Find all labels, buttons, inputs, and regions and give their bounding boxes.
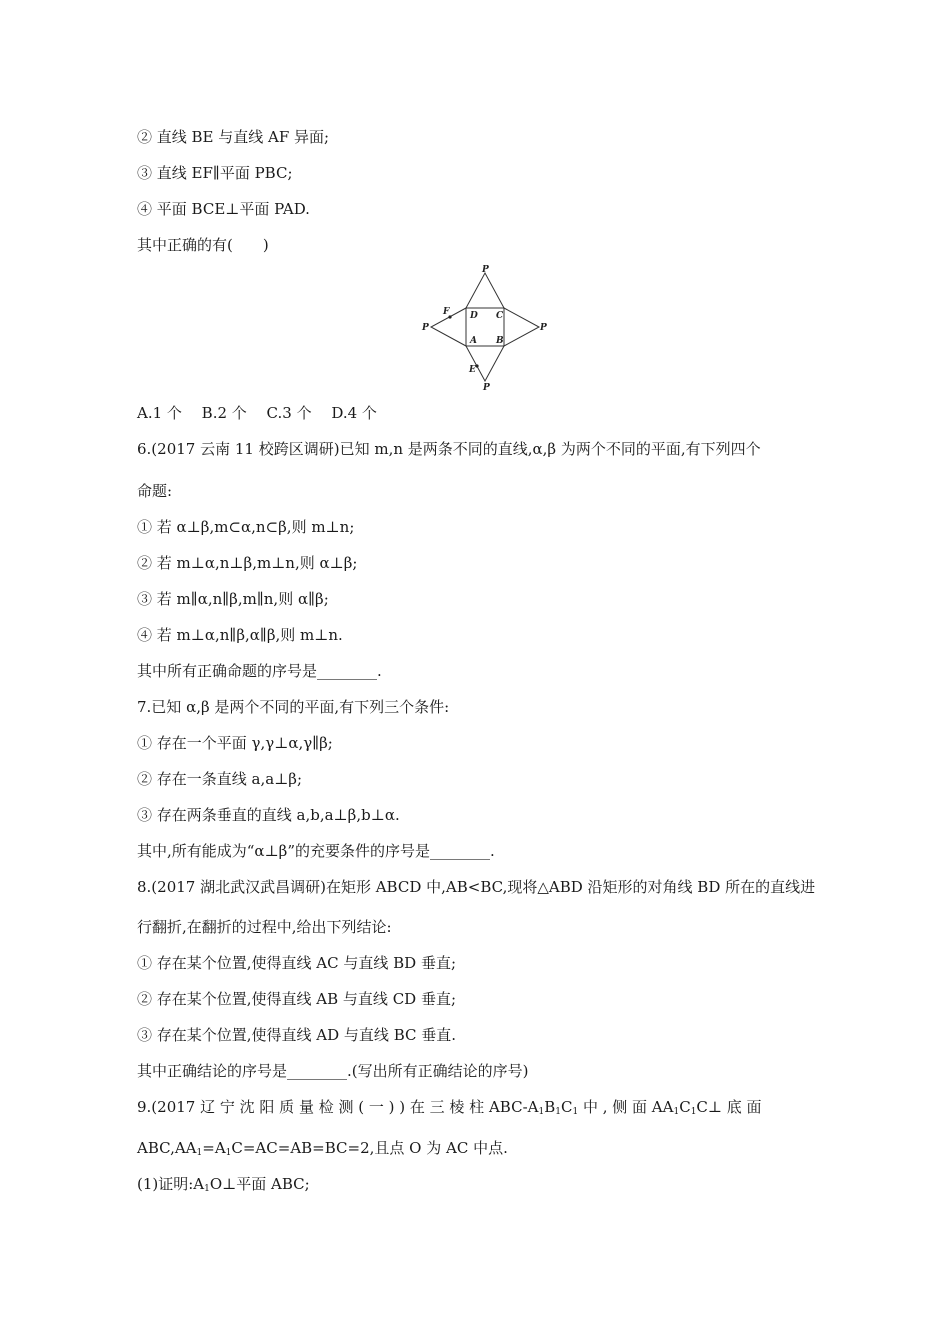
- q5-item-3: ③ 直线 EF∥平面 PBC;: [137, 164, 293, 182]
- q9-stem-line1: 9.(2017 辽 宁 沈 阳 质 量 检 测 ( 一 ) ) 在 三 棱 柱 ABC-$A_1B_1C_1$ 中 , 侧 面 $AA_1C_1C\perp$ 底 面: [137, 1098, 762, 1117]
- q6-item-4: ④ 若 m⊥α,n∥β,α∥β,则 m⊥n.: [137, 626, 343, 644]
- q6-item-3: ③ 若 m∥α,n∥β,m∥n,则 α∥β;: [137, 590, 329, 608]
- pyramid-net-figure: [420, 262, 550, 392]
- q5-item-2: ② 直线 BE 与直线 AF 异面;: [137, 128, 330, 146]
- q7-stem: 7.已知 α,β 是两个不同的平面,有下列三个条件:: [137, 698, 450, 716]
- q7-item-2: ② 存在一条直线 a,a⊥β;: [137, 770, 303, 788]
- q9-part-1: (1)证明$:A_1O\perp$平面 ABC;: [137, 1175, 310, 1194]
- q9-stem-line2: $ABC,AA_1=A_1C=AC=AB=BC=2$,且点 O 为 AC 中点.: [137, 1139, 508, 1158]
- label-p-bottom: P: [483, 383, 490, 392]
- q7-item-1: ① 存在一个平面 γ,γ⊥α,γ∥β;: [137, 734, 333, 752]
- q8-item-1: ① 存在某个位置,使得直线 AC 与直线 BD 垂直;: [137, 954, 457, 972]
- label-a: A: [470, 336, 477, 346]
- label-b: B: [496, 336, 504, 346]
- triangle-right: [504, 308, 539, 346]
- q6-item-2: ② 若 m⊥α,n⊥β,m⊥n,则 α⊥β;: [137, 554, 358, 572]
- q5-question: 其中正确的有( ): [137, 236, 269, 254]
- q6-stem-line2: 命题:: [137, 482, 173, 500]
- label-p-right: P: [540, 323, 547, 333]
- label-p-left: P: [422, 323, 429, 333]
- q8-stem-line2: 行翻折,在翻折的过程中,给出下列结论:: [137, 918, 392, 936]
- triangle-top: [466, 273, 504, 308]
- q8-item-3: ③ 存在某个位置,使得直线 AD 与直线 BC 垂直.: [137, 1026, 457, 1044]
- q8-question: 其中正确结论的序号是________.(写出所有正确结论的序号): [137, 1062, 529, 1080]
- q6-stem-line1: 6.(2017 云南 11 校跨区调研)已知 m,n 是两条不同的直线,α,β 为两个不同的平面,有下列四个: [137, 440, 761, 458]
- q8-item-2: ② 存在某个位置,使得直线 AB 与直线 CD 垂直;: [137, 990, 457, 1008]
- q8-stem-line1: 8.(2017 湖北武汉武昌调研)在矩形 ABCD 中,AB<BC,现将△ABD 沿矩形的对角线 BD 所在的直线进: [137, 878, 816, 896]
- q7-question: 其中,所有能成为“α⊥β”的充要条件的序号是________.: [137, 842, 495, 860]
- q7-item-3: ③ 存在两条垂直的直线 a,b,a⊥β,b⊥α.: [137, 806, 400, 824]
- q6-question: 其中所有正确命题的序号是________.: [137, 662, 382, 680]
- label-d: D: [470, 311, 478, 321]
- point-e-marker: [475, 364, 478, 367]
- label-p-top: P: [482, 265, 489, 275]
- q5-options: A.1 个 B.2 个 C.3 个 D.4 个: [137, 404, 377, 422]
- label-c: C: [496, 311, 504, 321]
- q6-item-1: ① 若 α⊥β,m⊂α,n⊂β,则 m⊥n;: [137, 518, 355, 536]
- q5-item-4: ④ 平面 BCE⊥平面 PAD.: [137, 200, 310, 218]
- label-e: E: [469, 365, 476, 375]
- label-f: F: [443, 307, 450, 317]
- triangle-bottom: [466, 346, 504, 381]
